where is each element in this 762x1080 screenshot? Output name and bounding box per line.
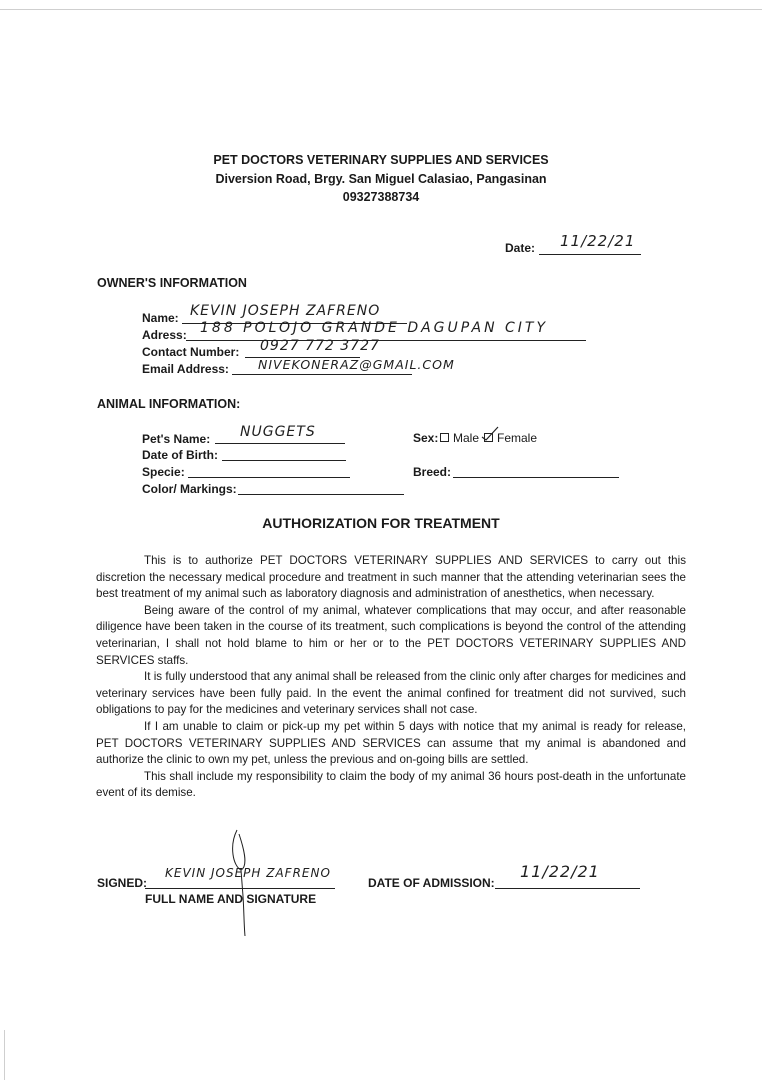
owner-name-label: Name:	[142, 311, 179, 325]
animal-section-title: ANIMAL INFORMATION:	[97, 397, 241, 411]
authorization-title: AUTHORIZATION FOR TREATMENT	[262, 515, 500, 531]
owner-email-line	[232, 374, 412, 375]
dob-line	[222, 460, 346, 461]
signature-mark	[225, 826, 265, 938]
specie-label: Specie:	[142, 465, 185, 479]
signature-caption: FULL NAME AND SIGNATURE	[145, 892, 317, 906]
color-markings-line	[238, 494, 404, 495]
clinic-phone: 09327388734	[342, 190, 420, 204]
scan-edge-top	[0, 9, 762, 10]
authorization-paragraph-3: It is fully understood that any animal shall be released from the clinic only after charges for medicines and veterinary services have been fully paid. In the event the animal confined for treatment did not survived, such obligations to pay for the medicines and veterinary services shall not case.	[96, 670, 686, 717]
admission-date-line	[495, 888, 640, 889]
date-value: 11/22/21	[560, 232, 636, 250]
signed-label: SIGNED:	[97, 876, 148, 890]
color-markings-label: Color/ Markings:	[142, 482, 237, 496]
date-label: Date:	[505, 241, 536, 255]
specie-line	[188, 477, 350, 478]
sex-label: Sex:	[413, 431, 439, 445]
clinic-name: PET DOCTORS VETERINARY SUPPLIES AND SERVICES	[213, 153, 549, 167]
sex-male-text: Male	[453, 431, 480, 445]
dob-label: Date of Birth:	[142, 448, 218, 462]
owner-address-label: Adress:	[142, 328, 187, 342]
authorization-paragraph-5: This shall include my responsibility to claim the body of my animal 36 hours post-death in the unfortunate event of its demise.	[96, 769, 686, 800]
pet-name-value: NUGGETS	[240, 424, 316, 440]
authorization-paragraph-2: Being aware of the control of my animal, whatever complications that may occur, and after reasonable diligence have been taken in the course of its treatment, such complications is beyond the control of the attending veterinarian, I shall not hold blame to him or her or to the PET DOCTORS VETERINARY SUPPLIES AND SERVICES staffs.	[96, 603, 686, 667]
owner-section-title: OWNER'S INFORMATION	[97, 276, 247, 290]
admission-date-label: DATE OF ADMISSION:	[368, 876, 495, 890]
sex-male-option[interactable]	[440, 431, 479, 445]
pet-name-label: Pet's Name:	[142, 432, 211, 446]
owner-email-label: Email Address:	[142, 362, 229, 376]
owner-contact-value: 0927 772 3727	[260, 338, 380, 354]
date-line	[539, 254, 641, 255]
authorization-paragraph-4: If I am unable to claim or pick-up my pet within 5 days with notice that my animal is ready for release, PET DOCTORS VETERINARY SUPPLIES AND SERVICES can assume that my animal is abandoned and authorize the clinic to own my pet, unless the previous and on-going bills are settled.	[96, 719, 686, 767]
owner-email-value: NIVEKONERAZ@GMAIL.COM	[258, 357, 455, 372]
scan-edge-left	[4, 1030, 5, 1080]
sex-male-checkbox[interactable]	[440, 433, 449, 442]
authorization-paragraph-1: This is to authorize PET DOCTORS VETERINARY SUPPLIES AND SERVICES to carry out this discretion the necessary medical procedure and treatment in such manner that the attending veterinarian sees the best treatment of my animal such as laboratory diagnosis and administration of anesthetics, when necessary.	[96, 554, 686, 601]
owner-contact-label: Contact Number:	[142, 345, 240, 359]
sex-female-check-mark	[480, 425, 500, 441]
breed-label: Breed:	[413, 465, 452, 479]
owner-address-value: 188 POLOJO GRANDE DAGUPAN CITY	[200, 320, 549, 336]
owner-name-value: KEVIN JOSEPH ZAFRENO	[190, 303, 381, 319]
breed-line	[453, 477, 619, 478]
pet-name-line	[215, 443, 345, 444]
signed-name-value: KEVIN JOSEPH ZAFRENO	[165, 866, 331, 880]
admission-date-value: 11/22/21	[520, 862, 600, 881]
sex-female-text: Female	[497, 431, 538, 445]
authorization-body	[96, 553, 686, 802]
owner-address-line	[186, 340, 586, 341]
clinic-address: Diversion Road, Brgy. San Miguel Calasiao, Pangasinan	[215, 172, 547, 186]
